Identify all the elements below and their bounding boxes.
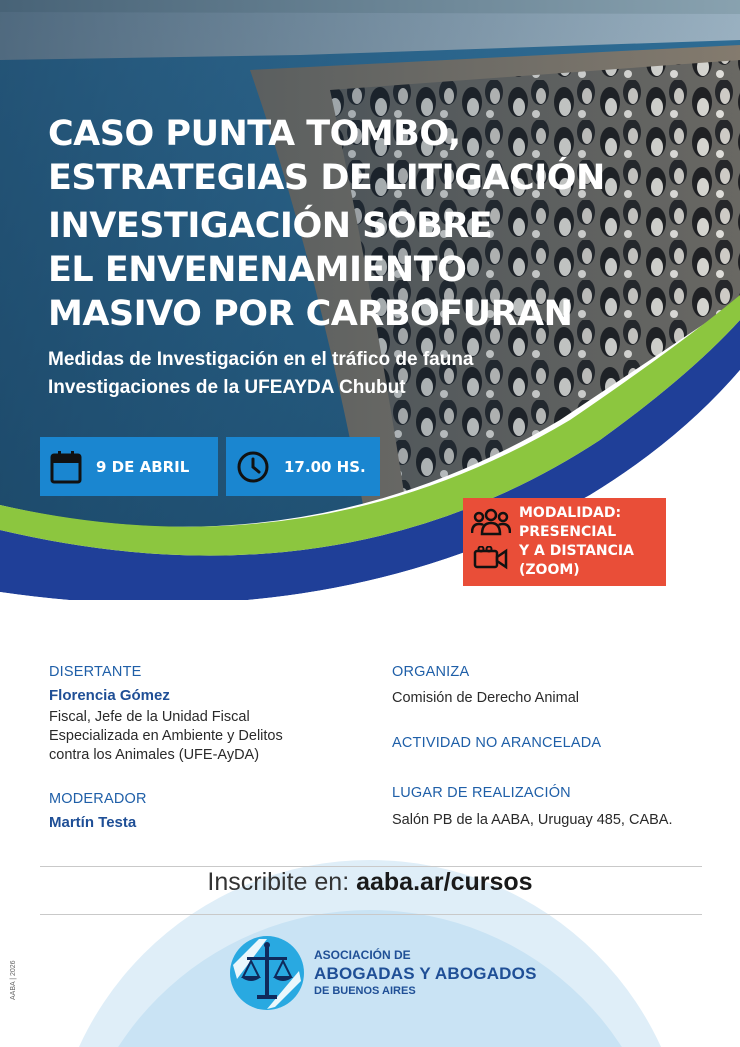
- disertante-label: DISERTANTE: [49, 664, 142, 680]
- disertante-role: [49, 708, 283, 765]
- scales-of-justice-icon: [229, 935, 305, 1011]
- modalidad-line: (ZOOM): [519, 562, 580, 578]
- event-subtitle: [48, 346, 474, 402]
- organization-name: [314, 948, 537, 997]
- lugar-value: [392, 811, 673, 830]
- subtitle-line: Medidas de Investigación en el tráfico de fauna: [48, 349, 474, 370]
- calendar-icon: [50, 450, 82, 484]
- date-badge: [40, 437, 218, 496]
- time-badge: [226, 437, 380, 496]
- moderador-name: Martín Testa: [49, 814, 137, 831]
- people-icon: [471, 508, 511, 542]
- divider-top: [40, 866, 702, 867]
- event-title: [48, 112, 605, 336]
- subtitle-line: Investigaciones de la UFEAYDA Chubut: [48, 377, 406, 398]
- role-line: contra los Animales (UFE-AyDA): [49, 747, 260, 763]
- modalidad-line: MODALIDAD:: [519, 505, 622, 521]
- title-line: INVESTIGACIÓN SOBRE: [48, 206, 493, 246]
- video-camera-icon: [473, 546, 509, 576]
- time-text: 17.00 HS.: [284, 457, 366, 476]
- side-note: AABA | 2026: [10, 960, 17, 1000]
- registration-line: [0, 868, 740, 897]
- registration-prefix: Inscribite en:: [207, 868, 357, 896]
- moderador-label: MODERADOR: [49, 791, 147, 807]
- modalidad-box: [463, 498, 666, 586]
- title-line: CASO PUNTA TOMBO,: [48, 114, 461, 154]
- role-line: Especializada en Ambiente y Delitos: [49, 728, 283, 744]
- clock-icon: [236, 450, 270, 484]
- organiza-label: ORGANIZA: [392, 664, 470, 680]
- org-line: DE BUENOS AIRES: [314, 985, 416, 997]
- role-line: Fiscal, Jefe de la Unidad Fiscal: [49, 709, 250, 725]
- modalidad-line: Y A DISTANCIA: [519, 543, 634, 559]
- organiza-text: Comisión de Derecho Animal: [392, 690, 579, 706]
- modalidad-line: PRESENCIAL: [519, 524, 617, 540]
- org-line: ABOGADAS Y ABOGADOS: [314, 964, 537, 983]
- org-line: ASOCIACIÓN DE: [314, 948, 411, 962]
- title-line: ESTRATEGIAS DE LITIGACIÓN: [48, 158, 605, 198]
- lugar-text: Salón PB de la AABA, Uruguay 485, CABA.: [392, 812, 673, 828]
- title-line: EL ENVENENAMIENTO: [48, 250, 467, 290]
- registration-link[interactable]: aaba.ar/cursos: [356, 868, 533, 896]
- title-line: MASIVO POR CARBOFURAN: [48, 294, 573, 334]
- organiza-value: [392, 689, 579, 708]
- date-text: 9 DE ABRIL: [96, 457, 190, 476]
- lugar-label: LUGAR DE REALIZACIÓN: [392, 785, 571, 801]
- divider-bottom: [40, 914, 702, 915]
- disertante-name: Florencia Gómez: [49, 687, 170, 704]
- arancel-label: ACTIVIDAD NO ARANCELADA: [392, 735, 602, 751]
